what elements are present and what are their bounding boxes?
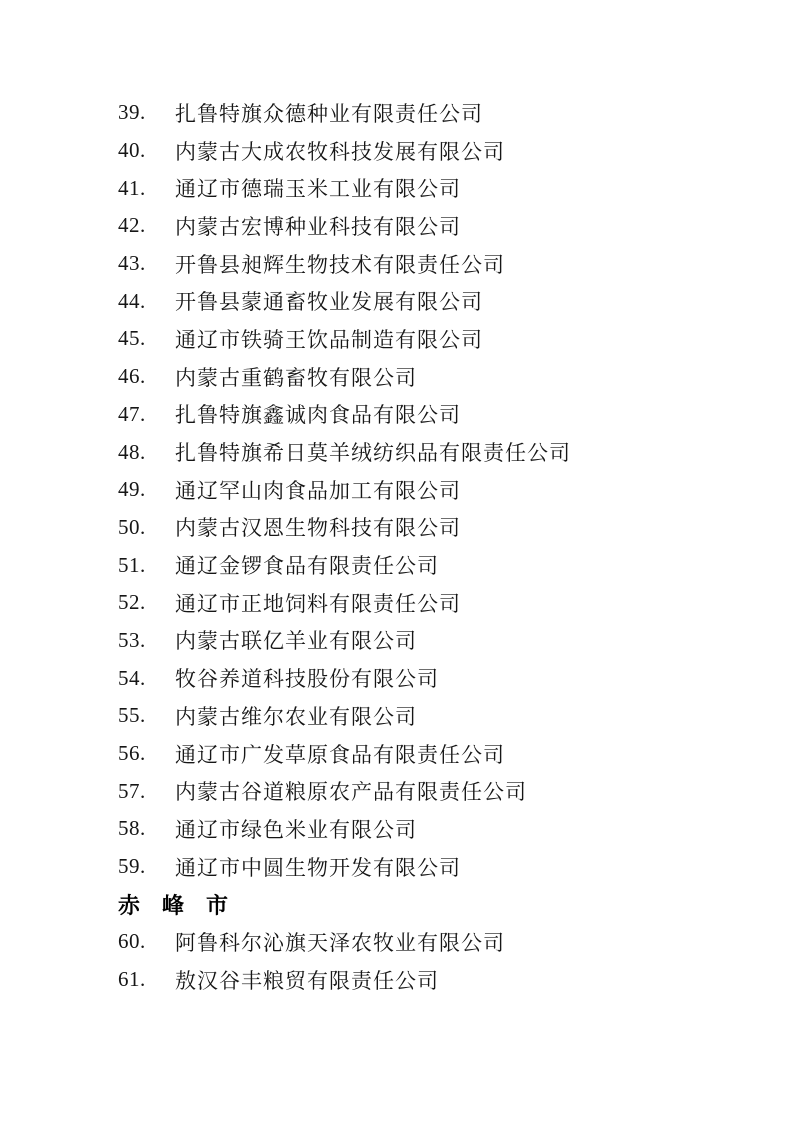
list-item (118, 282, 698, 320)
list-item (118, 471, 698, 509)
company-name: 通辽罕山肉食品加工有限公司 (175, 478, 461, 503)
list-item-number: 58. (118, 816, 146, 841)
company-name: 开鲁县蒙通畜牧业发展有限公司 (175, 290, 483, 315)
list-item (118, 396, 698, 434)
section-header-city: 赤 峰 市 (118, 892, 229, 918)
list-item-number: 43. (118, 251, 146, 276)
list-item (118, 358, 698, 396)
company-name: 敖汉谷丰粮贸有限责任公司 (175, 968, 439, 993)
list-item (118, 169, 698, 207)
list-item-number: 40. (118, 138, 146, 163)
list-item (118, 94, 698, 132)
company-name: 通辽市德瑞玉米工业有限公司 (175, 177, 461, 202)
list-item-number: 45. (118, 326, 146, 351)
list-item (118, 207, 698, 245)
list-item-number: 60. (118, 929, 146, 954)
list-item (118, 961, 698, 999)
company-name: 内蒙古维尔农业有限公司 (175, 704, 417, 729)
list-item (118, 622, 698, 660)
company-list (118, 94, 698, 999)
list-item-number: 46. (118, 364, 146, 389)
list-item-number: 44. (118, 288, 146, 313)
list-item (118, 320, 698, 358)
list-item-number: 51. (118, 552, 146, 577)
list-item-number: 54. (118, 665, 146, 690)
list-item (118, 659, 698, 697)
list-item-number: 47. (118, 401, 146, 426)
company-name: 内蒙古谷道粮原农产品有限责任公司 (175, 780, 527, 805)
list-item-number: 61. (118, 967, 146, 992)
list-item-number: 41. (118, 175, 146, 200)
list-item (118, 584, 698, 622)
company-name: 扎鲁特旗鑫诚肉食品有限公司 (175, 403, 461, 428)
list-item (118, 245, 698, 283)
company-name: 扎鲁特旗希日莫羊绒纺织品有限责任公司 (175, 441, 571, 466)
company-name: 扎鲁特旗众德种业有限责任公司 (175, 101, 483, 126)
company-name: 内蒙古汉恩生物科技有限公司 (175, 516, 461, 541)
list-item-number: 53. (118, 627, 146, 652)
company-name: 通辽市广发草原食品有限责任公司 (175, 742, 505, 767)
list-item (118, 509, 698, 547)
list-item-number: 52. (118, 590, 146, 615)
list-item (118, 772, 698, 810)
list-item (118, 735, 698, 773)
list-item-number: 48. (118, 439, 146, 464)
company-name: 内蒙古重鹤畜牧有限公司 (175, 365, 417, 390)
list-item (118, 923, 698, 961)
company-name: 内蒙古大成农牧科技发展有限公司 (175, 139, 505, 164)
list-item-number: 55. (118, 703, 146, 728)
list-item-number: 57. (118, 778, 146, 803)
company-name: 通辽金锣食品有限责任公司 (175, 554, 439, 579)
company-name: 内蒙古宏博种业科技有限公司 (175, 214, 461, 239)
company-name: 牧谷养道科技股份有限公司 (175, 667, 439, 692)
list-item-number: 49. (118, 477, 146, 502)
list-item-number: 50. (118, 514, 146, 539)
list-item-number: 56. (118, 741, 146, 766)
list-item (118, 848, 698, 886)
list-item-number: 42. (118, 213, 146, 238)
list-item (118, 546, 698, 584)
company-name: 通辽市正地饲料有限责任公司 (175, 591, 461, 616)
company-name: 内蒙古联亿羊业有限公司 (175, 629, 417, 654)
list-item-number: 59. (118, 854, 146, 879)
company-name: 开鲁县昶辉生物技术有限责任公司 (175, 252, 505, 277)
list-item-number: 39. (118, 100, 146, 125)
company-name: 通辽市绿色米业有限公司 (175, 817, 417, 842)
company-name: 通辽市铁骑王饮品制造有限公司 (175, 327, 483, 352)
company-name: 通辽市中圆生物开发有限公司 (175, 855, 461, 880)
list-item (118, 433, 698, 471)
list-item (118, 132, 698, 170)
company-name: 阿鲁科尔沁旗天泽农牧业有限公司 (175, 930, 505, 955)
list-item (118, 697, 698, 735)
list-item (118, 810, 698, 848)
